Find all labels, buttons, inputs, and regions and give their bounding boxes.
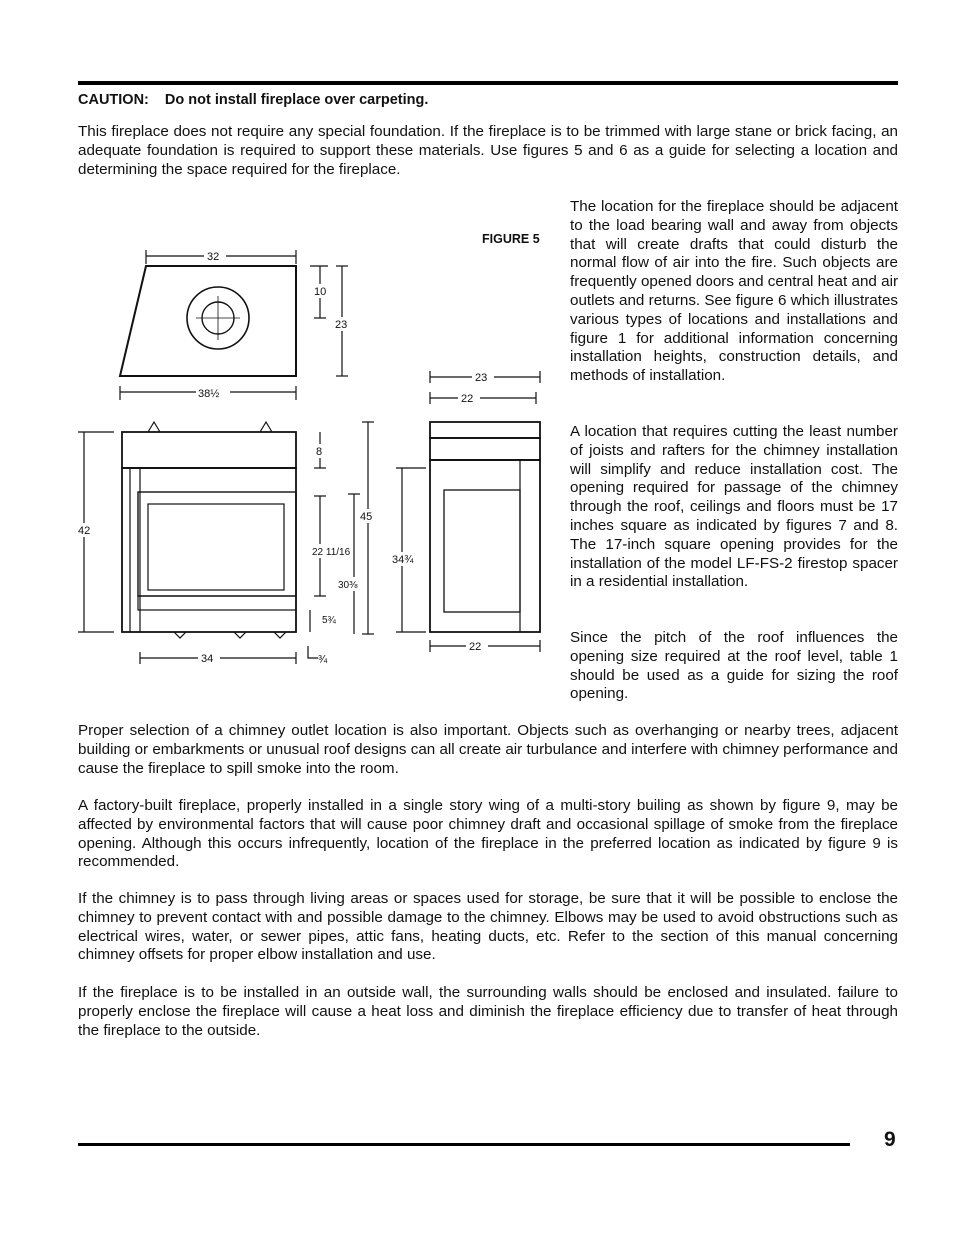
dim-top-depth: 23 (335, 319, 348, 331)
side-paragraph-joists: A location that requires cutting the least number of joists and rafters for the chimney installation will simplify and reduce installation cost. The opening required for passage of the chimney through the roof, ceilings and floors must be 17 inches square as indicated by figures 7 and 8. The 17-inch square opening provides for the installation of the model LF-FS-2 firestop spacer in a residential installation. (570, 423, 898, 591)
dim-base-width: 38½ (198, 388, 220, 400)
dim-inner-height: 30⅜ (338, 580, 358, 591)
figure-5-drawing (74, 222, 554, 677)
paragraph-factory-built: A factory-built fireplace, properly installed in a single story wing of a multi-story builing as shown by figure 9, may be affected by environmental factors that will cause poor chimney draft and occasional spillage of smoke from the fireplace opening. Although this occurs infrequently, location of the fireplace in the preferred location as indicated by figure 9 is recommended. (78, 797, 898, 871)
dim-flue-offset: 10 (314, 286, 327, 298)
dim-opening-height: 22 11/16 (312, 547, 351, 558)
dim-side-bottom: 22 (469, 641, 482, 653)
dim-hood: 8 (316, 446, 323, 458)
intro-paragraph: This fireplace does not require any special foundation. If the fireplace is to be trimmed with large stane or brick facing, an adequate foundation is required to support these materials. Use figures 5 and 6 as a guide for selecting a location and determining the space required for the fireplace. (78, 123, 898, 178)
dim-side-inner: 22 (461, 393, 474, 405)
dim-top-width: 32 (207, 251, 220, 263)
dim-base-offset: 5¾ (322, 615, 336, 626)
side-view (390, 371, 540, 653)
caution-line (78, 92, 428, 108)
paragraph-outside-wall: If the fireplace is to be installed in an outside wall, the surrounding walls should be enclosed and insulated. failure to properly enclose the fireplace will cause a heat loss and diminish the fireplace efficiency due to transfer of heat through the fireplace to the outside. (78, 984, 898, 1039)
figure-label: FIGURE 5 (482, 232, 540, 246)
dim-side-height: 34¾ (392, 554, 414, 566)
paragraph-chimney-outlet: Proper selection of a chimney outlet location is also important. Objects such as overhanging or nearby trees, adjacent building or embarkments or unusual roof designs can all create air turbulance and interfere with chimney performance and cause the fireplace to spill smoke into the room. (78, 722, 898, 777)
dim-overall-height: 42 (78, 525, 91, 537)
side-paragraph-location: The location for the fireplace should be adjacent to the load bearing wall and away from objects that will create drafts that could disturb the normal flow of air into the fire. Such objects are frequently opened doors and central heat and air outlets and returns. See figure 6 which illustrates various types of locations and installations and figure 1 for additional information concerning installation heights, construction details, and methods of installation. (570, 198, 898, 385)
dim-front-offset: ¾ (318, 654, 328, 666)
bottom-rule (78, 1143, 850, 1146)
dim-total-height: 45 (360, 511, 373, 523)
dim-side-top: 23 (475, 372, 488, 384)
top-rule (78, 81, 898, 85)
caution-text: Do not install fireplace over carpeting. (164, 92, 429, 108)
dim-front-width: 34 (201, 653, 214, 665)
side-paragraph-roof-pitch: Since the pitch of the roof influences the opening size required at the roof level, table 1 should be used as a guide for sizing the roof opening. (570, 629, 898, 703)
paragraph-living-areas: If the chimney is to pass through living areas or spaces used for storage, be sure that it will be possible to enclose the chimney to prevent contact with and possible damage to the chimney. Elbows may be used to avoid obstructions such as electrical wires, water, or sewer pipes, attic fans, heating ducts, etc. Refer to the section of this manual concerning chimney offsets for proper elbow installation and use. (78, 890, 898, 964)
top-view (120, 250, 352, 400)
page-number: 9 (884, 1128, 896, 1151)
front-view (76, 422, 378, 666)
caution-label: CAUTION: (78, 92, 149, 108)
